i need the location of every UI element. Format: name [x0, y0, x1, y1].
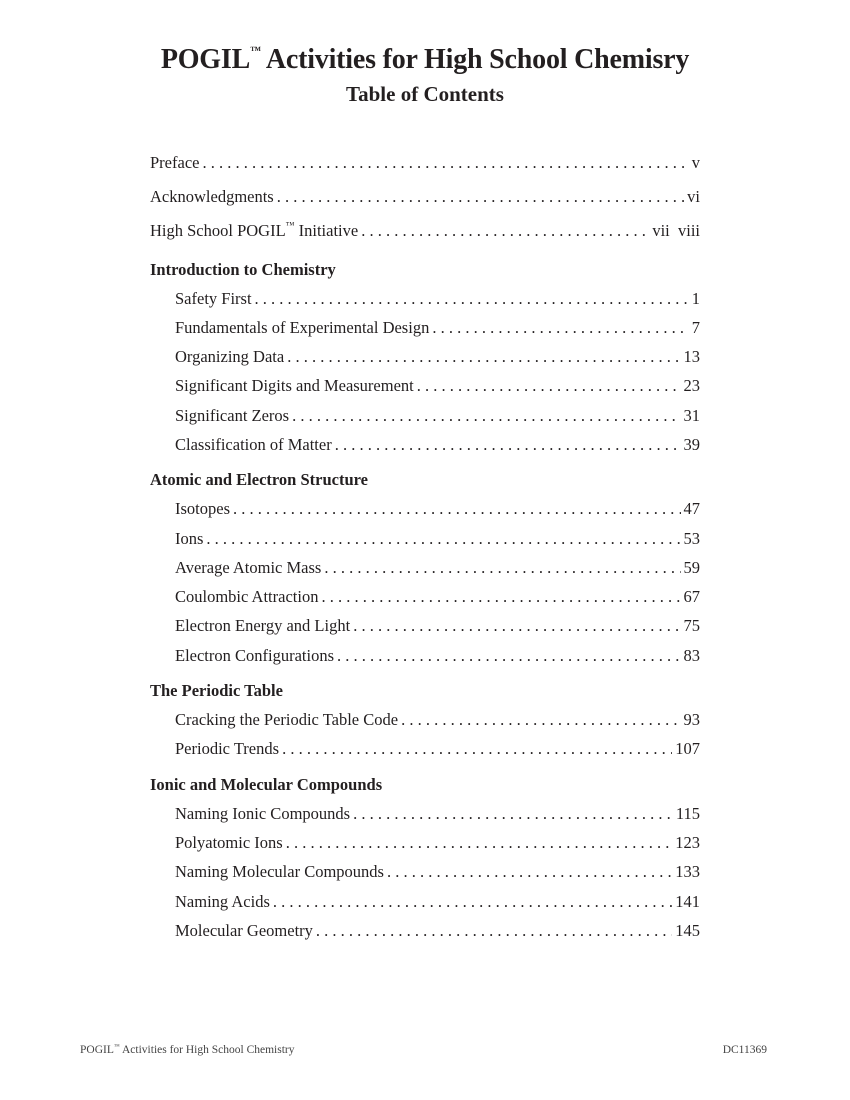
toc-entry-page: 13	[683, 347, 700, 367]
toc-entry-page: vii viii	[652, 221, 700, 240]
toc-entry-page: 145	[675, 920, 700, 940]
toc-entry-label: Polyatomic Ions	[175, 832, 283, 852]
dot-leader	[335, 435, 681, 455]
toc-entry[interactable]	[150, 558, 700, 587]
footer-text-rest: Activities for High School Chemistry	[119, 1044, 295, 1056]
section-heading-periodic-table: The Periodic Table	[150, 681, 283, 701]
toc-entry[interactable]	[150, 833, 700, 862]
toc-entry[interactable]	[150, 499, 700, 528]
toc-entry[interactable]	[150, 435, 700, 464]
toc-entry-page: 93	[683, 710, 700, 730]
title-text-rest: Activities for High School Chemisry	[260, 44, 690, 75]
dot-leader	[202, 153, 688, 173]
dot-leader	[353, 616, 680, 636]
toc-entry[interactable]	[150, 318, 700, 347]
dot-leader	[387, 862, 672, 882]
toc-entry-page: 107	[675, 739, 700, 759]
toc-entry-preface[interactable]	[150, 153, 700, 187]
toc-entry-label: Coulombic Attraction	[175, 587, 319, 607]
toc-entry-label: Molecular Geometry	[175, 920, 313, 940]
toc-entry-page: 123	[675, 832, 700, 852]
trademark-symbol: ™	[285, 220, 295, 230]
dot-leader	[233, 499, 681, 519]
toc-entry-label: Naming Molecular Compounds	[175, 862, 384, 882]
toc-entry-page: 1	[691, 288, 700, 308]
dot-leader	[432, 318, 688, 338]
toc-entry-label: Fundamentals of Experimental Design	[175, 317, 430, 337]
toc-entry[interactable]	[150, 616, 700, 645]
toc-entry[interactable]	[150, 862, 700, 891]
toc-entry[interactable]	[150, 710, 700, 739]
toc-entry-label: Preface	[150, 153, 200, 172]
toc-entry[interactable]	[150, 529, 700, 558]
dot-leader	[286, 833, 673, 853]
section-heading-compounds: Ionic and Molecular Compounds	[150, 774, 383, 794]
toc-entry-label: Electron Energy and Light	[175, 616, 351, 636]
toc-entry[interactable]	[150, 804, 700, 833]
toc-entry-page: 115	[675, 803, 700, 823]
toc-entry[interactable]	[150, 587, 700, 616]
toc-entry-label: Classification of Matter	[175, 434, 332, 454]
toc-entry-page: vi	[687, 186, 700, 206]
toc-entry-page: v	[691, 153, 700, 172]
toc-entry-page: 53	[683, 528, 700, 548]
toc-entry[interactable]	[150, 289, 700, 318]
dot-leader	[361, 221, 649, 241]
dot-leader	[277, 187, 684, 207]
toc-entry-label: Safety First	[175, 288, 252, 308]
toc-entry-page: 133	[675, 862, 700, 882]
toc-entry-page: 23	[683, 376, 700, 396]
toc-entry-label: Electron Configurations	[175, 645, 335, 665]
toc-entry[interactable]	[150, 646, 700, 675]
toc-entry-label: Significant Zeros	[175, 405, 290, 425]
footer-book-title	[80, 1044, 295, 1056]
dot-leader	[206, 529, 680, 549]
toc-entry-acknowledgments[interactable]	[150, 187, 700, 221]
label-text: High School POGIL	[150, 221, 286, 240]
toc-entry-page: 47	[683, 499, 700, 519]
toc-entry-label: Acknowledgments	[150, 186, 274, 206]
dot-leader	[282, 739, 672, 759]
toc-entry-label: Isotopes	[175, 499, 230, 519]
toc-entry-initiative[interactable]	[150, 220, 700, 254]
document-subtitle: Table of Contents	[346, 82, 504, 106]
footer-text: POGIL	[80, 1044, 114, 1056]
toc-entry[interactable]	[150, 376, 700, 405]
toc-entry-page: 141	[675, 891, 700, 911]
toc-entry[interactable]	[150, 406, 700, 435]
toc-entry[interactable]	[150, 739, 700, 768]
footer-doc-code: DC11369	[722, 1044, 767, 1056]
section-heading-atomic-structure: Atomic and Electron Structure	[150, 470, 368, 490]
dot-leader	[255, 289, 689, 309]
toc-entry-label: Significant Digits and Measurement	[175, 376, 414, 396]
dot-leader	[316, 921, 672, 941]
title-text: POGIL	[160, 44, 251, 75]
toc-entry-label: Naming Acids	[175, 891, 270, 911]
dot-leader	[353, 804, 673, 824]
section-heading-introduction: Introduction to Chemistry	[150, 259, 336, 279]
dot-leader	[292, 406, 680, 426]
dot-leader	[324, 558, 680, 578]
table-of-contents	[150, 153, 700, 950]
dot-leader	[321, 587, 680, 607]
toc-entry[interactable]	[150, 892, 700, 921]
dot-leader	[273, 892, 672, 912]
label-text-rest: Initiative	[294, 221, 359, 240]
toc-entry-page: 39	[683, 434, 700, 454]
toc-entry-label: Organizing Data	[175, 347, 285, 367]
dot-leader	[401, 710, 680, 730]
trademark-symbol: ™	[250, 45, 261, 57]
toc-entry-page: 7	[691, 317, 700, 337]
toc-entry-label: Naming Ionic Compounds	[175, 803, 351, 823]
toc-entry[interactable]	[150, 347, 700, 376]
toc-entry-label	[150, 220, 358, 241]
toc-entry-label: Ions	[175, 528, 204, 548]
toc-entry-label: Periodic Trends	[175, 739, 280, 759]
toc-entry-label: Average Atomic Mass	[175, 557, 322, 577]
toc-entry-page: 83	[683, 645, 700, 665]
toc-entry-page: 75	[683, 616, 700, 636]
document-title	[0, 44, 850, 76]
toc-entry-page: 59	[683, 557, 700, 577]
dot-leader	[287, 347, 680, 367]
toc-entry-label: Cracking the Periodic Table Code	[175, 710, 399, 730]
toc-entry-page: 31	[683, 405, 700, 425]
toc-entry[interactable]	[150, 921, 700, 950]
trademark-symbol: ™	[113, 1044, 120, 1050]
dot-leader	[417, 376, 681, 396]
dot-leader	[337, 646, 680, 666]
toc-entry-page: 67	[683, 587, 700, 607]
